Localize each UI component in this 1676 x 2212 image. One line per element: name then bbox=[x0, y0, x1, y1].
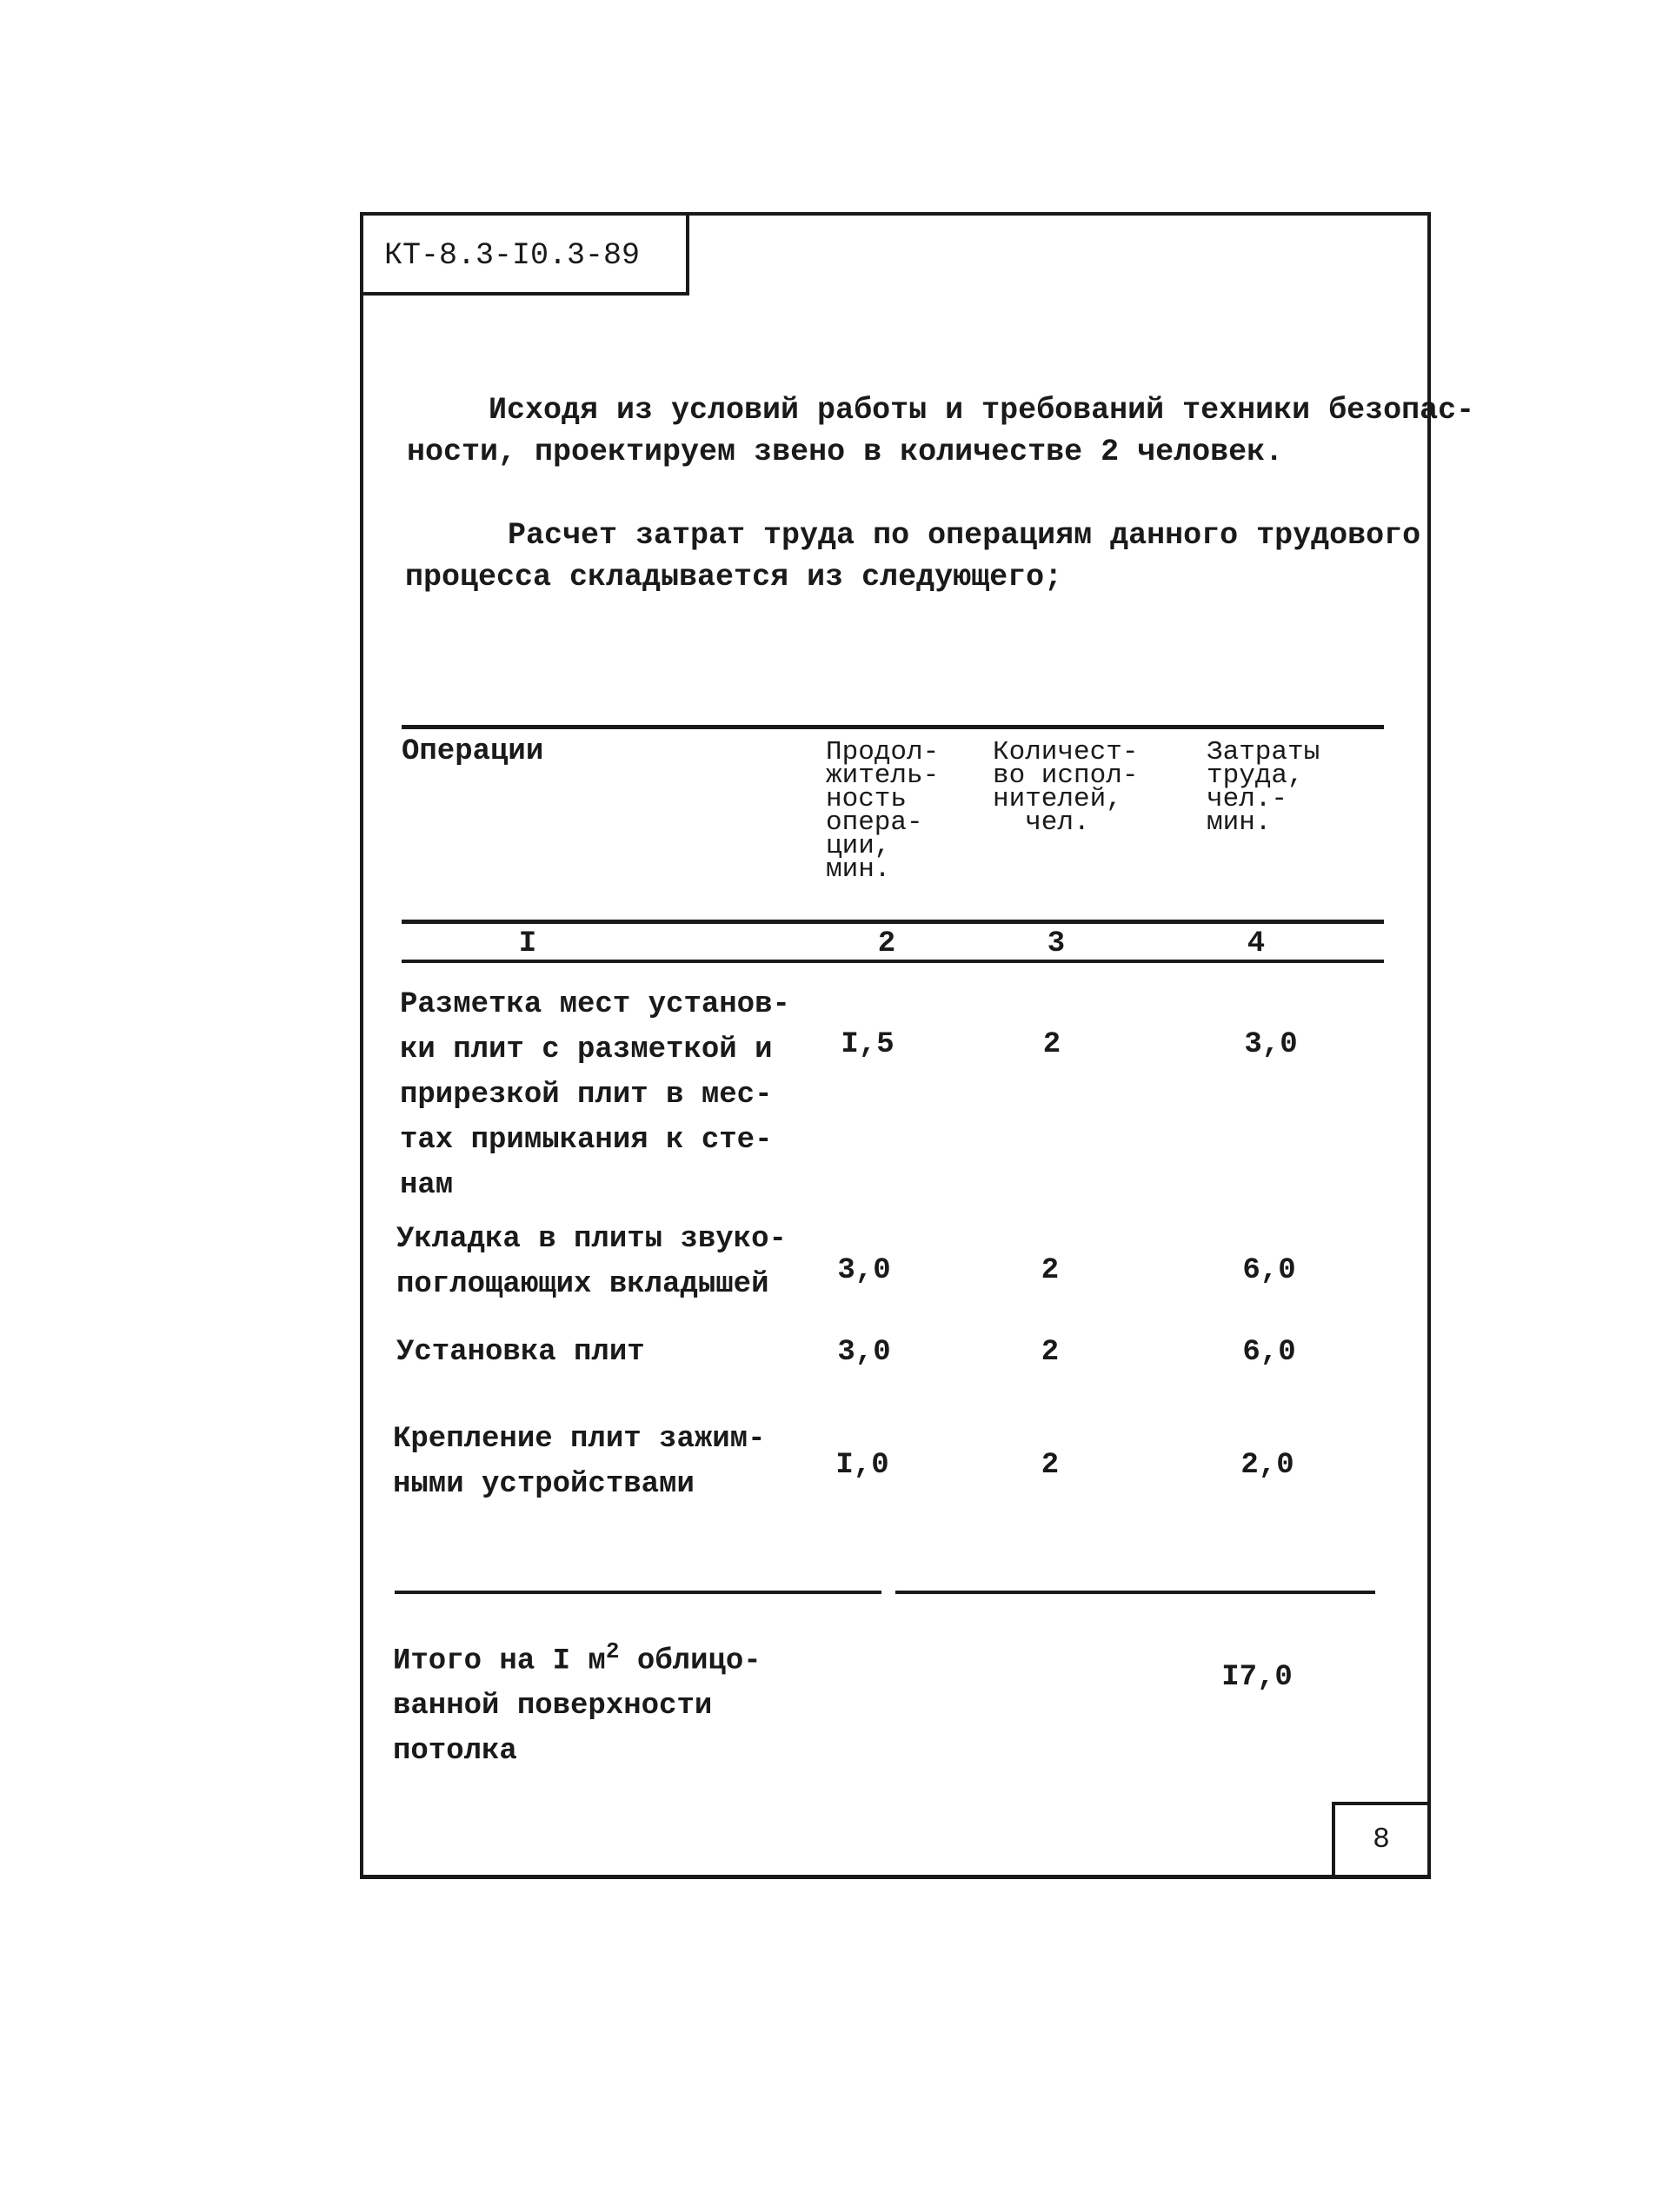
table-row-2-duration: 3,0 bbox=[837, 1254, 891, 1287]
total-label bbox=[393, 1629, 762, 1774]
table-top-rule bbox=[402, 725, 1384, 729]
column-number-2: 2 bbox=[877, 927, 896, 960]
total-separator-rule-right bbox=[895, 1591, 1375, 1594]
column-number-1: I bbox=[518, 927, 537, 960]
total-label-line-2: ванной поверхности bbox=[393, 1690, 713, 1724]
intro-paragraph-1-line-2: ности, проектируем звено в количестве 2 человек. bbox=[407, 435, 1284, 469]
header-labor: Затраты труда, чел.- мин. bbox=[1207, 737, 1320, 838]
column-number-4: 4 bbox=[1247, 927, 1266, 960]
row-1-line-4: тах примыкания к сте- bbox=[400, 1124, 773, 1157]
header-workers: Количест- во испол- нителей, чел. bbox=[993, 737, 1139, 838]
row-1-line-1: Разметка мест установ- bbox=[400, 988, 790, 1021]
row-4-line-1: Крепление плит зажим- bbox=[393, 1423, 766, 1456]
header-duration: Продол- житель- ность опера- ции, мин. bbox=[826, 737, 940, 885]
table-row-1-duration: I,5 bbox=[841, 1028, 895, 1061]
table-row-4-duration: I,0 bbox=[835, 1449, 889, 1482]
total-value: I7,0 bbox=[1221, 1661, 1293, 1694]
total-label-superscript: 2 bbox=[605, 1638, 620, 1664]
row-2-line-1: Укладка в плиты звуко- bbox=[396, 1223, 787, 1256]
table-row-4-operation bbox=[393, 1417, 765, 1507]
row-1-line-2: ки плит с разметкой и bbox=[400, 1033, 773, 1066]
row-1-line-3: прирезкой плит в мес- bbox=[400, 1079, 773, 1112]
row-4-line-2: ными устройствами bbox=[393, 1468, 695, 1501]
table-header-rule bbox=[402, 920, 1384, 924]
column-number-3: 3 bbox=[1047, 927, 1066, 960]
header-operations: Операции bbox=[402, 735, 544, 768]
intro-paragraph-1-line-1: Исходя из условий работы и требований техники безопас- bbox=[489, 393, 1475, 428]
table-row-1-operation bbox=[400, 982, 790, 1208]
table-row-1-labor: 3,0 bbox=[1244, 1028, 1298, 1061]
table-row-1-workers: 2 bbox=[1042, 1028, 1061, 1061]
row-2-line-2: поглощающих вкладышей bbox=[396, 1268, 769, 1301]
table-row-2-labor: 6,0 bbox=[1242, 1254, 1296, 1287]
intro-paragraph-2-line-2: процесса складывается из следующего; bbox=[405, 560, 1063, 595]
table-row-2-operation bbox=[396, 1217, 787, 1307]
document-code: КТ-8.3-I0.3-89 bbox=[363, 216, 689, 296]
table-row-3-workers: 2 bbox=[1041, 1336, 1060, 1369]
row-3-line-1: Установка плит bbox=[396, 1336, 645, 1369]
table-row-3-labor: 6,0 bbox=[1242, 1336, 1296, 1369]
total-label-line-1: Итого на I $м^2$ облицо- bbox=[393, 1638, 762, 1678]
page-number: 8 bbox=[1332, 1802, 1427, 1875]
total-separator-rule-left bbox=[395, 1591, 881, 1594]
table-row-4-workers: 2 bbox=[1041, 1449, 1060, 1482]
table-row-2-workers: 2 bbox=[1041, 1254, 1060, 1287]
table-row-3-operation bbox=[396, 1330, 645, 1375]
row-1-line-5: нам bbox=[400, 1169, 454, 1202]
table-row-4-labor: 2,0 bbox=[1240, 1449, 1294, 1482]
total-label-line-3: потолка bbox=[393, 1735, 517, 1769]
table-row-3-duration: 3,0 bbox=[837, 1336, 891, 1369]
intro-paragraph-2-line-1: Расчет затрат труда по операциям данного трудового bbox=[508, 518, 1421, 553]
